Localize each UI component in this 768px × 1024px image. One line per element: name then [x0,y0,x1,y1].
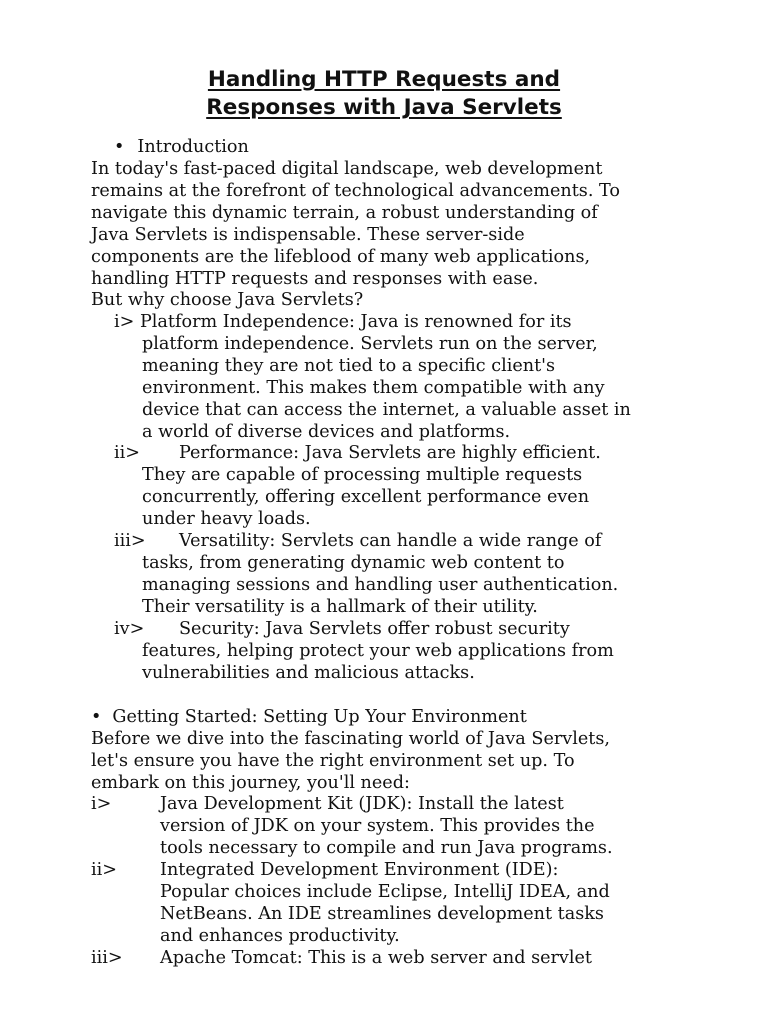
list-item-line: concurrently, offering excellent performance even [142,486,590,507]
list-item-continuation [142,641,614,685]
paragraph-line: components are the lifeblood of many web applications, [91,246,591,267]
list-item-line: platform independence. Servlets run on the server, [142,333,598,354]
list-item-continuation [142,334,631,444]
title-line: Responses with Java Servlets [206,95,562,120]
section-heading-introduction [114,137,249,159]
title-line: Handling HTTP Requests and [207,67,561,92]
list-item-performance [114,443,601,529]
list-item-line: NetBeans. An IDE streamlines development tasks [160,903,604,924]
list-item-line: features, helping protect your web applications from [142,640,614,661]
list-item-label: i> [114,312,135,332]
paragraph-line: navigate this dynamic terrain, a robust understanding of [91,202,598,223]
list-item-line: Their versatility is a hallmark of their utility. [142,596,538,617]
list-item-line: version of JDK on your system. This provides the [160,815,595,836]
list-item-line: tasks, from generating dynamic web content to [142,552,565,573]
list-item-line: device that can access the internet, a valuable asset in [142,399,631,420]
list-item-first-line: Platform Independence: Java is renowned for its [139,312,572,332]
list-item-label: iii> [91,948,123,968]
paragraph-line: In today's fast-paced digital landscape, web development [91,159,603,179]
paragraph-line: let's ensure you have the right environment set up. To [91,750,575,771]
paragraph-line: embark on this journey, you'll need: [91,772,410,793]
section-heading-getting-started [91,707,527,729]
paragraph-line: Before we dive into the fascinating world of Java Servlets, [91,729,610,749]
getting-started-paragraph [91,729,610,795]
list-item-versatility [114,531,619,617]
paragraph-line: Java Servlets is indispensable. These server-side [91,224,525,245]
list-item-label: i> [91,794,112,814]
list-item-continuation [142,465,589,531]
section-heading-text: Getting Started: Setting Up Your Environment [112,707,527,727]
list-item-label: iv> [114,619,145,639]
list-item-jdk [91,794,613,858]
list-item-line: meaning they are not tied to a specific client's [142,355,556,376]
list-item-security [114,619,614,683]
list-item-line: a world of diverse devices and platforms. [142,421,511,442]
paragraph-line: handling HTTP requests and responses with ease. [91,268,539,289]
list-item-line: environment. This makes them compatible with any [142,377,605,398]
list-item-ide [91,860,610,946]
list-item-first-line: Versatility: Servlets can handle a wide range of [179,531,602,551]
list-item-line: under heavy loads. [142,508,311,529]
bullet-icon: • [91,707,102,727]
intro-paragraph [91,159,620,312]
list-item-continuation [160,816,613,860]
list-item-label: ii> [91,860,117,880]
list-item-line: tools necessary to compile and run Java programs. [160,837,613,858]
list-item-first-line: Performance: Java Servlets are highly efficient. [179,443,601,463]
list-item-line: They are capable of processing multiple requests [142,464,583,485]
list-item-tomcat [91,948,592,970]
paragraph-line: But why choose Java Servlets? [91,290,364,311]
bullet-icon: • [114,137,125,157]
list-item-line: vulnerabilities and malicious attacks. [142,662,475,683]
section-heading-text: Introduction [137,137,249,157]
list-item-continuation [160,882,610,948]
list-item-first-line: Security: Java Servlets offer robust security [179,619,570,639]
list-item-first-line: Integrated Development Environment (IDE): [160,860,559,880]
document-title [0,66,768,122]
list-item-line: managing sessions and handling user authentication. [142,574,619,595]
list-item-label: iii> [114,531,146,551]
list-item-line: and enhances productivity. [160,925,400,946]
list-item-line: Popular choices include Eclipse, IntelliJ IDEA, and [160,881,610,902]
list-item-platform-independence [114,312,631,442]
list-item-label: ii> [114,443,140,463]
paragraph-line: remains at the forefront of technological advancements. To [91,180,620,201]
list-item-first-line: Java Development Kit (JDK): Install the latest [160,794,564,814]
list-item-first-line: Apache Tomcat: This is a web server and servlet [160,948,592,968]
list-item-continuation [142,553,618,619]
